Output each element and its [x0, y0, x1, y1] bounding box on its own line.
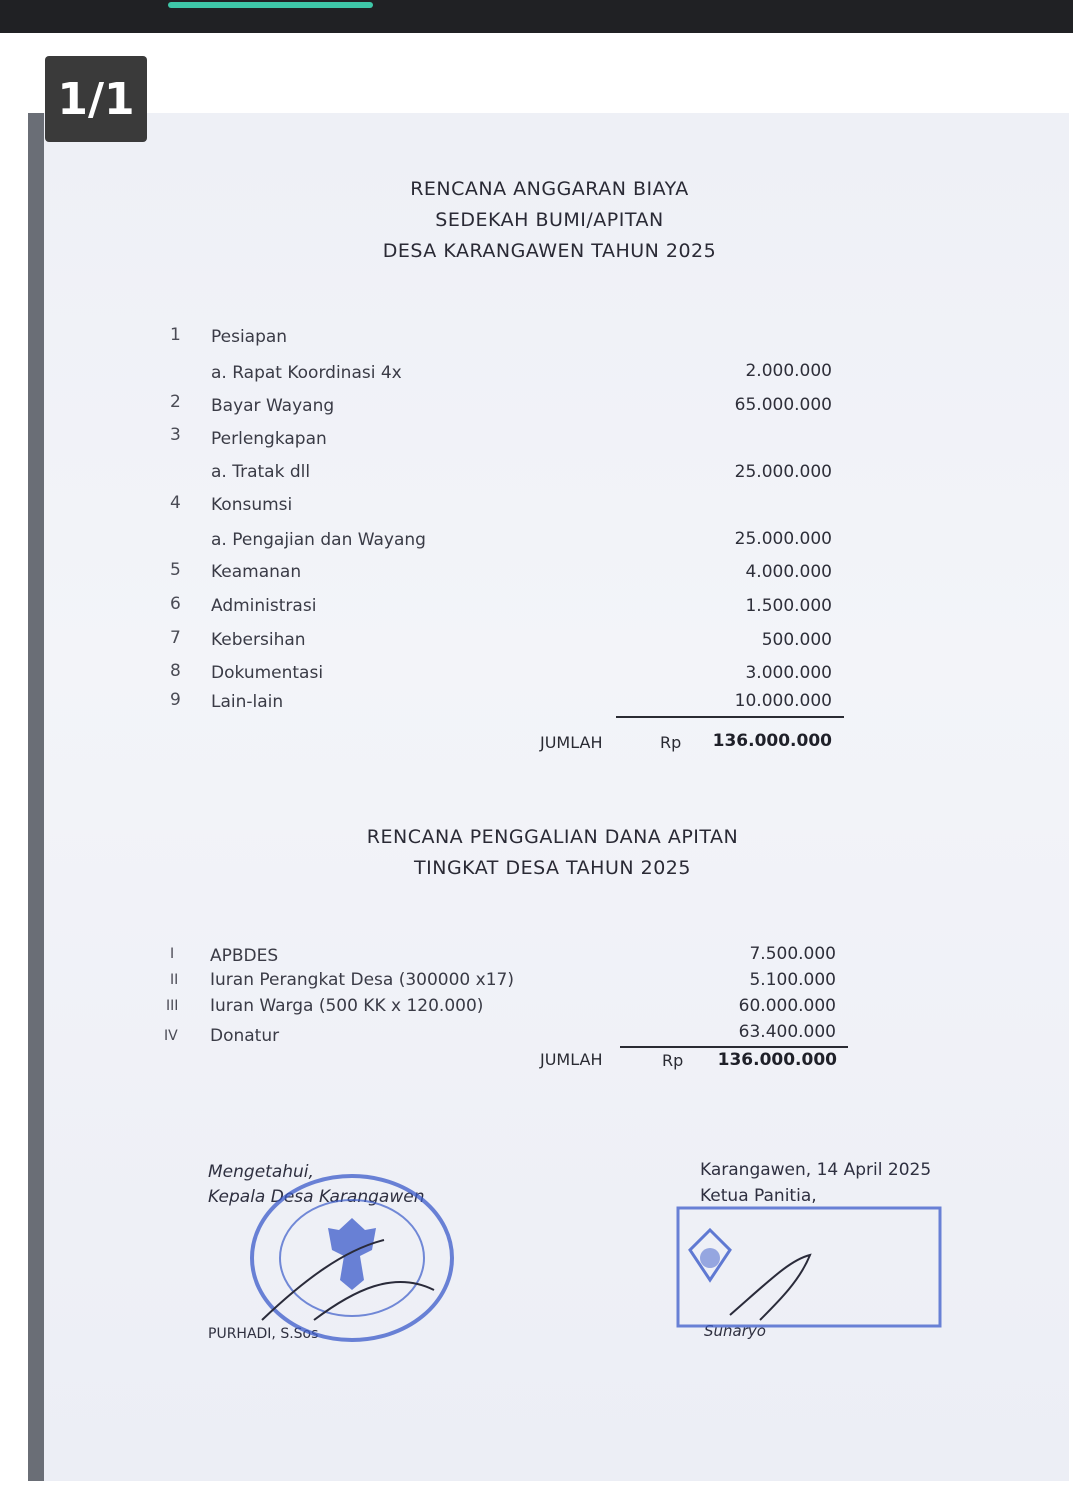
funding-total-rule: [620, 1046, 848, 1048]
row-number: 2: [170, 392, 181, 412]
viewer-progress-indicator: [168, 2, 373, 8]
row-number: 8: [170, 661, 181, 681]
row-number: 9: [170, 690, 181, 710]
left-signature-title: Kepala Desa Karangawen: [208, 1187, 425, 1207]
left-signature-heading: Mengetahui,: [208, 1162, 314, 1182]
total-currency: Rp: [662, 1051, 684, 1070]
total-rule: [616, 716, 844, 718]
row-amount: 3.000.000: [745, 663, 832, 683]
row-label: Pesiapan: [211, 327, 288, 347]
budget-title-line-2: SEDEKAH BUMI/APITAN: [435, 209, 664, 231]
row-amount: 25.000.000: [734, 529, 832, 549]
row-amount: 1.500.000: [745, 596, 832, 616]
row-number: 4: [170, 493, 181, 513]
budget-title-line-1: RENCANA ANGGARAN BIAYA: [410, 178, 689, 200]
row-label: Iuran Warga (500 KK x 120.000): [210, 996, 484, 1016]
row-label: Lain-lain: [211, 692, 284, 712]
row-label: Perlengkapan: [211, 429, 327, 449]
row-amount: 5.100.000: [749, 970, 836, 990]
page-indicator: 1/1: [45, 56, 147, 142]
right-signature-date: Karangawen, 14 April 2025: [700, 1160, 932, 1180]
total-label: JUMLAH: [540, 733, 603, 752]
row-amount: 2.000.000: [745, 361, 832, 381]
row-amount: 60.000.000: [738, 996, 836, 1016]
row-number: 7: [170, 628, 181, 648]
row-label: a. Tratak dll: [211, 462, 311, 482]
right-signature-title: Ketua Panitia,: [700, 1186, 817, 1206]
row-amount: 63.400.000: [738, 1022, 836, 1042]
row-amount: 4.000.000: [745, 562, 832, 582]
funding-title-line-1: RENCANA PENGGALIAN DANA APITAN: [366, 826, 739, 848]
row-label: Donatur: [210, 1026, 280, 1046]
row-amount: 7.500.000: [749, 944, 836, 964]
row-label: a. Rapat Koordinasi 4x: [211, 363, 402, 383]
budget-title-line-3: DESA KARANGAWEN TAHUN 2025: [382, 240, 717, 262]
village-seal-stamp: [244, 1170, 459, 1350]
funding-title-line-2: TINGKAT DESA TAHUN 2025: [414, 857, 691, 879]
left-signature-name: PURHADI, S.Sos: [208, 1326, 319, 1342]
row-label: a. Pengajian dan Wayang: [211, 530, 426, 550]
row-label: Iuran Perangkat Desa (300000 x17): [210, 970, 514, 990]
row-amount: 25.000.000: [734, 462, 832, 482]
row-amount: 500.000: [761, 630, 832, 650]
row-amount: 10.000.000: [734, 691, 832, 711]
total-label: JUMLAH: [540, 1050, 603, 1069]
row-number: 3: [170, 425, 181, 445]
total-amount: 136.000.000: [712, 731, 832, 751]
row-number: III: [166, 998, 179, 1014]
row-label: Dokumentasi: [211, 663, 324, 683]
row-number: IV: [164, 1028, 178, 1044]
row-amount: 65.000.000: [734, 395, 832, 415]
row-number: 6: [170, 594, 181, 614]
total-amount: 136.000.000: [717, 1050, 837, 1070]
row-number: 1: [170, 325, 181, 345]
total-currency: Rp: [660, 733, 682, 752]
row-number: 5: [170, 560, 181, 580]
row-label: Administrasi: [211, 596, 317, 616]
row-number: II: [170, 972, 179, 988]
row-label: APBDES: [210, 946, 279, 966]
row-label: Konsumsi: [211, 495, 293, 515]
row-number: I: [170, 946, 175, 962]
row-label: Bayar Wayang: [211, 396, 335, 416]
right-signature-name: Sunaryo: [704, 1322, 766, 1340]
row-label: Kebersihan: [211, 630, 306, 650]
viewer-top-bar: [0, 0, 1073, 33]
committee-seal-stamp: [660, 1200, 950, 1335]
row-label: Keamanan: [211, 562, 302, 582]
